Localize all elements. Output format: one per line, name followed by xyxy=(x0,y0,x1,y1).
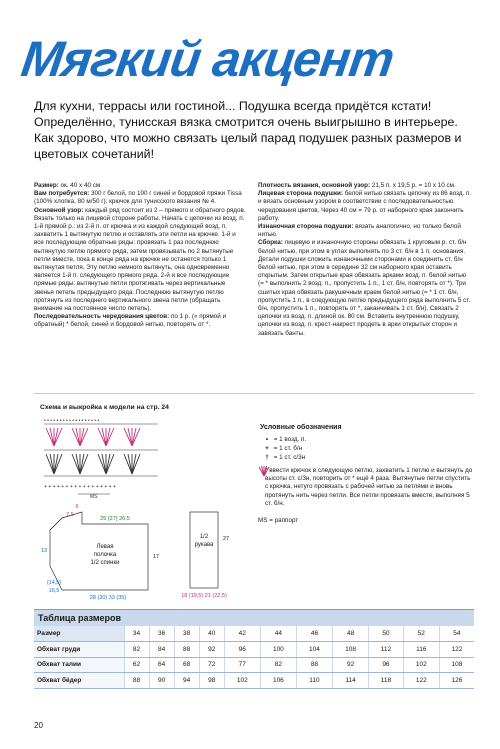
right_col-paragraph xyxy=(258,223,472,239)
legend-note: * ввести крючок в следующую петлю, захватить 1 петлю и вытянуть до высоты ст. с/3н, повторить от * ещё 4 раза. Вытянутые петли спустить с крючка, нетуго провязать с рабочей нитью за петлями и вновь протянуть нить через петли. Все петли провязать вместе, выполняя 5 ст. б/н. xyxy=(265,467,473,507)
fan-stitch xyxy=(54,428,58,446)
left_col-paragraph xyxy=(34,182,246,190)
legend-item-tr: † = 1 ст. с/3н xyxy=(265,454,306,461)
table-cell: 92 xyxy=(333,657,369,673)
table-cell: 34 xyxy=(124,626,149,642)
table-cell: 110 xyxy=(296,673,332,689)
fan-stitch xyxy=(102,428,106,446)
table-cell: 96 xyxy=(369,657,404,673)
right_col-heading: Изнаночная сторона подушки: xyxy=(258,223,354,231)
table-cell: 108 xyxy=(333,642,369,658)
row-label: Обхват груди xyxy=(34,642,124,658)
legend-item-chain: • = 1 возд. п. xyxy=(265,436,307,443)
front-label-2: полочка xyxy=(93,552,117,558)
front-label-3: 1/2 спинки xyxy=(90,560,120,566)
right_col-paragraph xyxy=(258,190,472,223)
svg-text:(14,5): (14,5) xyxy=(46,580,62,586)
table-cell: 52 xyxy=(403,626,439,642)
fan-stitch xyxy=(102,454,106,474)
page-number: 20 xyxy=(34,721,43,730)
table-cell: 92 xyxy=(199,642,224,658)
right-column xyxy=(258,182,472,338)
fan-stitch xyxy=(128,428,132,446)
legend-ms: MS = раппорт xyxy=(258,517,299,524)
stitch-chart xyxy=(40,416,160,500)
right_col-text: 21,5 п. х 19,5 р. = 10 х 10 см. xyxy=(370,182,456,189)
row-label: Обхват талии xyxy=(34,657,124,673)
left_col-paragraph xyxy=(34,190,246,206)
fan-stitch xyxy=(106,454,114,474)
table-cell: 88 xyxy=(174,642,199,658)
svg-text:18 (19,5) 21 (22,5): 18 (19,5) 21 (22,5) xyxy=(181,593,227,599)
table-row xyxy=(34,642,474,658)
lead-paragraph: Для кухни, террасы или гостиной... Подушка всегда придётся кстати! Определённо, тунисская вязка смотрится очень выигрышно в интерьере. Как здорово, что можно связать целый парад подушек разных размеров и цветовых сочетаний! xyxy=(34,99,462,161)
svg-text:27: 27 xyxy=(222,536,230,542)
left_col-heading: Размер: xyxy=(34,182,59,189)
fan-stitch xyxy=(72,428,80,446)
svg-text:7,5: 7,5 xyxy=(66,512,74,518)
table-cell: 54 xyxy=(439,626,474,642)
table-cell: 62 xyxy=(124,657,149,673)
table-cell: 116 xyxy=(403,642,439,658)
table-cell: 108 xyxy=(439,657,474,673)
table-row xyxy=(34,673,474,689)
table-cell: 112 xyxy=(369,642,404,658)
sleeve-label-2: рукава xyxy=(194,542,214,548)
legend-item-sc: + = 1 ст. б/н xyxy=(265,445,303,452)
right_col-paragraph xyxy=(258,239,472,337)
table-cell: 94 xyxy=(174,673,199,689)
svg-text:25 (27) 26,5: 25 (27) 26,5 xyxy=(100,516,130,522)
pattern-diagram xyxy=(40,500,240,600)
size-table-title: Таблица размеров xyxy=(34,609,474,626)
right_col-heading: Лицевая сторона подушки: xyxy=(258,190,343,198)
table-cell: 102 xyxy=(224,673,260,689)
table-cell: 118 xyxy=(369,673,404,689)
table-cell: 50 xyxy=(369,626,404,642)
page-title: Мягкий акцент xyxy=(18,31,398,87)
right_col-text: вязать аналогично, но только белой нитью. xyxy=(258,223,461,239)
table-cell: 104 xyxy=(296,642,332,658)
fan-stitch xyxy=(106,428,110,446)
fan-stitch xyxy=(50,454,54,474)
fan-stitch xyxy=(124,454,132,474)
table-cell: 82 xyxy=(260,657,296,673)
fan-stitch xyxy=(80,428,88,446)
fan-stitch xyxy=(50,428,54,446)
table-cell: 82 xyxy=(124,642,149,658)
fan-stitch xyxy=(46,428,54,446)
left_col-text: по 1 р. (« прямой и обратный) * белой, синей и бордовой нитью, повторять от *. xyxy=(34,313,227,329)
fan-stitch xyxy=(106,454,110,474)
svg-text:+ + + + + + + + + + + + + + +: + + + + + + + + + + + + + + + + + xyxy=(44,484,116,490)
left_col-heading: Последовательность чередования цветов: xyxy=(34,313,170,321)
right_col-text: лицевую и изнаночную стороны обвязать 1 круговым р. ст. б/н белой нитью, при этом в углах выполнять по 3 ст. б/н в 1 п. основания. Детали подушки сложить изнаночными сторонами и соединить ст. б/н белой нитью, при этом в середине 32 см наборного края оставить открытым. Затем открытые края обвязать арками возд. п. белой нитью (= * выполнить 2 возд. п., пропустить 1 п., 1 ст. б/н, повторять от *). Три сшитых края обвязать ракушечным краем белой нитью (= * 1 ст. б/н, пропустить 1 п., в следующую петлю предыдущего ряда выполнить 5 ст. б/н, пропустить 1 п., повторять от *, заканчивать 1 ст. б/н). Связать 2 цепочки из возд. п. длиной ок. 80 см. Вставить внутреннюю подушку, цепочки из возд. п. крест-накрест продеть в арки открытых сторон и завязать банты. xyxy=(258,239,471,337)
table-cell: 102 xyxy=(403,657,439,673)
table-cell: 68 xyxy=(174,657,199,673)
table-cell: 36 xyxy=(149,626,174,642)
fan-stitch xyxy=(132,454,136,474)
fan-stitch xyxy=(98,454,106,474)
row-label: Размер xyxy=(34,626,124,642)
fan-stitch xyxy=(132,454,140,474)
table-cell: 38 xyxy=(174,626,199,642)
fan-stitch xyxy=(132,428,136,446)
table-cell: 88 xyxy=(124,673,149,689)
right_col-heading: Плотность вязания, основной узор: xyxy=(258,182,371,189)
table-cell: 98 xyxy=(199,673,224,689)
fan-stitch xyxy=(98,428,106,446)
fan-stitch xyxy=(76,428,80,446)
svg-text:17: 17 xyxy=(152,554,160,560)
left-column xyxy=(34,182,246,330)
row-label: Обхват бёдер xyxy=(34,673,124,689)
table-cell: 48 xyxy=(333,626,369,642)
left_col-paragraph xyxy=(34,313,246,329)
fan-stitch xyxy=(106,428,114,446)
section-divider xyxy=(34,393,474,394)
table-row xyxy=(34,657,474,673)
fan-stitch xyxy=(80,454,84,474)
fan-stitch xyxy=(54,454,62,474)
table-cell: 122 xyxy=(439,642,474,658)
table-cell: 46 xyxy=(296,626,332,642)
fan-stitch xyxy=(76,454,80,474)
legend-title: Условные обозначения xyxy=(260,424,342,431)
scheme-title: Схема и выкройка к модели на стр. 24 xyxy=(40,404,169,411)
svg-text:• • • • • • • • • • • • • • •: • • • • • • • • • • • • • • • • • • xyxy=(44,418,100,424)
size-table xyxy=(34,609,474,689)
ms-label: MS xyxy=(90,494,98,500)
fan-stitch xyxy=(132,428,140,446)
table-row xyxy=(34,626,474,642)
table-cell: 126 xyxy=(439,673,474,689)
front-label-1: Левая xyxy=(96,544,114,550)
left_col-heading: Основной узор: xyxy=(34,206,84,214)
fan-stitch xyxy=(80,454,88,474)
table-cell: 100 xyxy=(260,642,296,658)
fan-stitch xyxy=(54,428,62,446)
table-cell: 72 xyxy=(199,657,224,673)
fan-stitch xyxy=(80,428,84,446)
svg-text:13: 13 xyxy=(40,548,48,554)
table-cell: 84 xyxy=(149,642,174,658)
fan-stitch xyxy=(72,454,80,474)
right_col-paragraph xyxy=(258,182,472,190)
sleeve-label-1: 1/2 xyxy=(199,534,209,540)
table-cell: 106 xyxy=(260,673,296,689)
left_col-paragraph xyxy=(34,207,246,314)
left_col-text: 300 г белой, по 100 г синей и бордовой пряжи Tissa (100% хлопка, 80 м/50 г); крючок для тунисского вязания № 4. xyxy=(34,190,242,206)
left_col-text: каждый ряд состоит из 2 – прямого и обратного рядов. Вязать только на лицевой стороне работы. Начать с цепочки из возд. п. 1-й прямой р.: из 2-й п. от крючка и из каждой следующей возд. п. захватить 1 вытянутую петлю и оставлять эти петли на крючке. 1-й и все последующие обратные ряды: провязать 1 раз последнюю вытянутую петлю прямого ряда, затем провязывать по 2 вытянутые петли вместе, пока в конце ряда на крючке не останется только 1 вытянутая петля. Эту петлю немного вытянуть, она одновременно является 1-й п. следующего прямого ряда. 2-й и все последующие прямые ряды: вытянутые петли протягивать через вертикальные звенья петель предыдущего ряда. Последнюю вытянутую петлю протянуть из последнего вертикального звена петли (обращать внимание на постоянное число петель). xyxy=(34,206,246,313)
svg-text:6: 6 xyxy=(75,504,79,510)
table-cell: 77 xyxy=(224,657,260,673)
svg-text:28 (30) 33 (35): 28 (30) 33 (35) xyxy=(89,595,127,600)
left_col-text: ок. 40 х 40 см xyxy=(58,182,101,189)
right_col-text: белой нитью связать цепочку из 86 возд. п. и вязать основным узором в соответствии с последовательностью чередования цветов. Через 40 см = 79 р. от наборного края закончить работу. xyxy=(258,190,472,222)
table-cell: 90 xyxy=(149,673,174,689)
table-cell: 88 xyxy=(296,657,332,673)
table-cell: 114 xyxy=(333,673,369,689)
right_col-heading: Сборка: xyxy=(258,239,283,247)
table-cell: 44 xyxy=(260,626,296,642)
left_col-heading: Вам потребуется: xyxy=(34,190,90,198)
table-cell: 64 xyxy=(149,657,174,673)
fan-stitch xyxy=(46,454,54,474)
table-cell: 96 xyxy=(224,642,260,658)
fan-stitch xyxy=(124,428,132,446)
table-cell: 40 xyxy=(199,626,224,642)
table-cell: 42 xyxy=(224,626,260,642)
fan-stitch xyxy=(54,454,58,474)
fan-stitch xyxy=(128,454,132,474)
svg-text:16,5: 16,5 xyxy=(48,588,60,594)
table-cell: 122 xyxy=(403,673,439,689)
